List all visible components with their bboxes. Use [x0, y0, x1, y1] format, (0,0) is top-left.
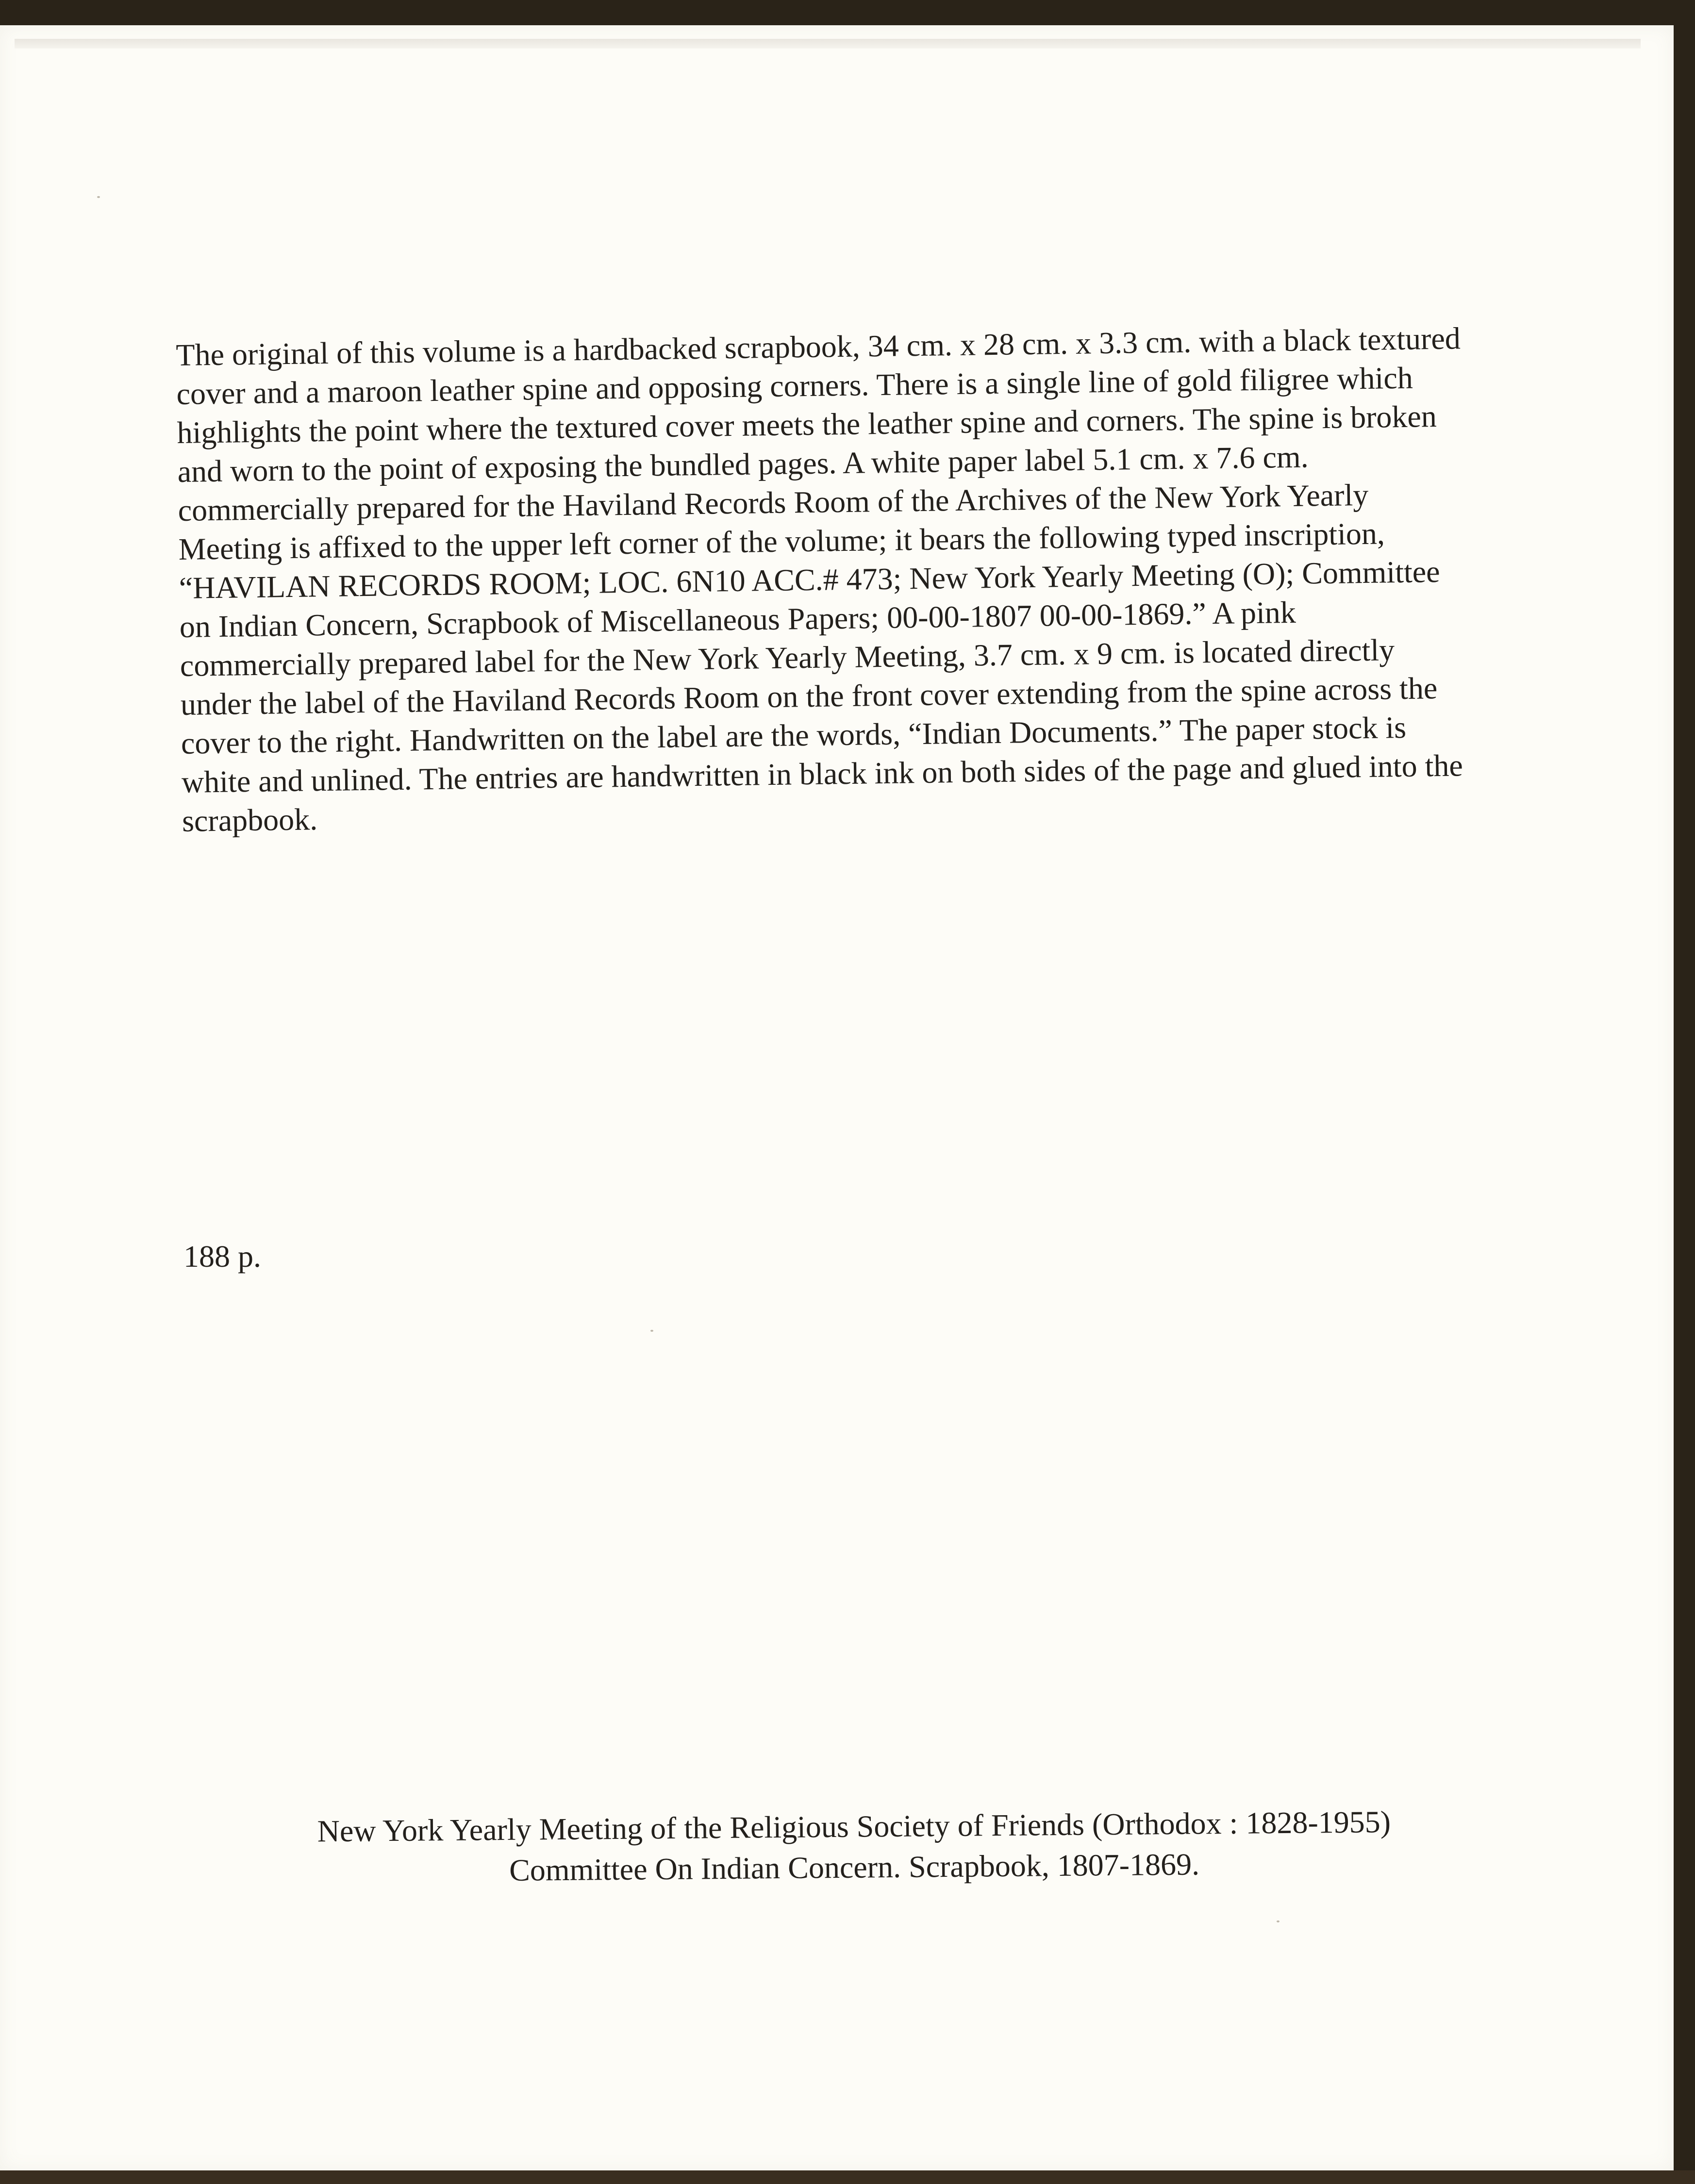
footer-organization: New York Yearly Meeting of the Religious Society of Friends (Orthodox : 1828-1955): [317, 1804, 1391, 1849]
paper-speck: [650, 1330, 653, 1332]
page-top-edge: [15, 39, 1641, 49]
paper-speck: [97, 196, 100, 198]
scan-bottom-edge: [0, 2170, 1695, 2184]
page-count: 188 p.: [183, 1239, 261, 1274]
volume-description: The original of this volume is a hardbacked scrapbook, 34 cm. x 28 cm. x 3.3 cm. with a black textured cover and a maroon leather spine and opposing corners. There is a single line of gold filigree which highlights the point where the textured cover meets the leather spine and corners. The spine is broken and worn to the point of exposing the bundled pages. A white paper label 5.1 cm. x 7.6 cm. commercially prepared for the Haviland Records Room of the Archives of the New York Yearly Meeting is affixed to the upper left corner of the volume; it bears the following typed inscription, “HAVILAN RECORDS ROOM; LOC. 6N10 ACC.# 473; New York Yearly Meeting (O); Committee on Indian Concern, Scrapbook of Miscellaneous Papers; 00-00-1807 00-00-1869.” A pink commercially prepared label for the New York Yearly Meeting, 3.7 cm. x 9 cm. is located directly under the label of the Haviland Records Room on the front cover extending from the spine across the cover to the right. Handwritten on the label are the words, “Indian Documents.” The paper stock is white and unlined. The entries are handwritten in black ink on both sides of the page and glued into the scrapbook.: [176, 321, 1463, 838]
footer-citation: [0, 1799, 1674, 1895]
paper-page: [0, 25, 1674, 2170]
footer-collection-title: Committee On Indian Concern. Scrapbook, 1807-1869.: [509, 1847, 1200, 1887]
paper-speck: [1277, 1920, 1280, 1922]
